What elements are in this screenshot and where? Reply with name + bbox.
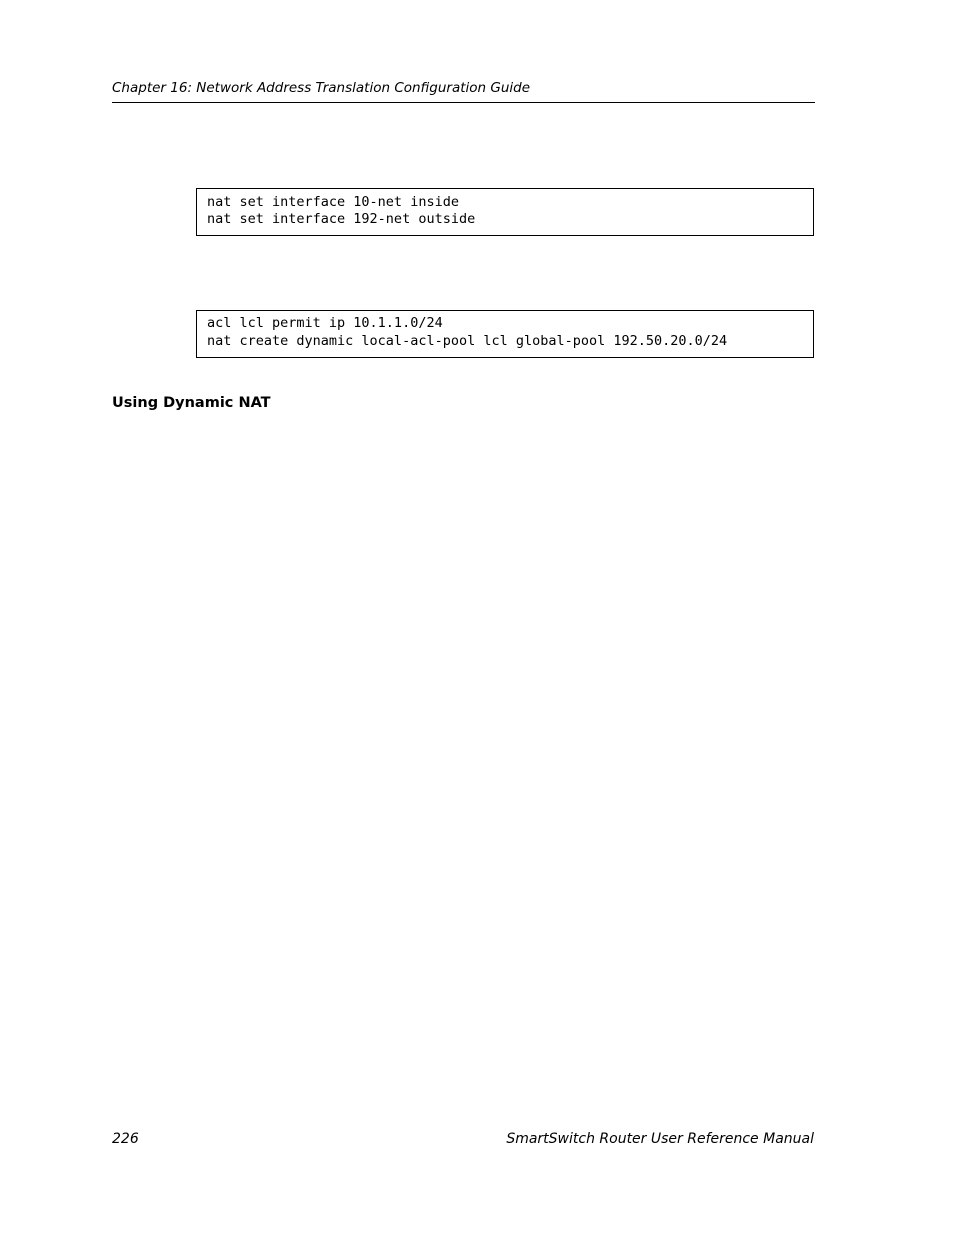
code-line: nat set interface 10-net inside (207, 194, 459, 210)
code-line: acl lcl permit ip 10.1.1.0/24 (207, 315, 443, 331)
manual-title: SmartSwitch Router User Reference Manual (506, 1131, 814, 1147)
code-line: nat create dynamic local-acl-pool lcl global-pool 192.50.20.0/24 (207, 333, 728, 349)
running-header (112, 78, 815, 103)
code-block-interfaces (196, 188, 814, 236)
code-line: nat set interface 192-net outside (207, 211, 476, 227)
page-number: 226 (112, 1131, 139, 1147)
section-heading: Using Dynamic NAT (112, 395, 271, 411)
code-block-dynamic-pool (196, 310, 814, 358)
chapter-title: Chapter 16: Network Address Translation Configuration Guide (112, 80, 531, 96)
